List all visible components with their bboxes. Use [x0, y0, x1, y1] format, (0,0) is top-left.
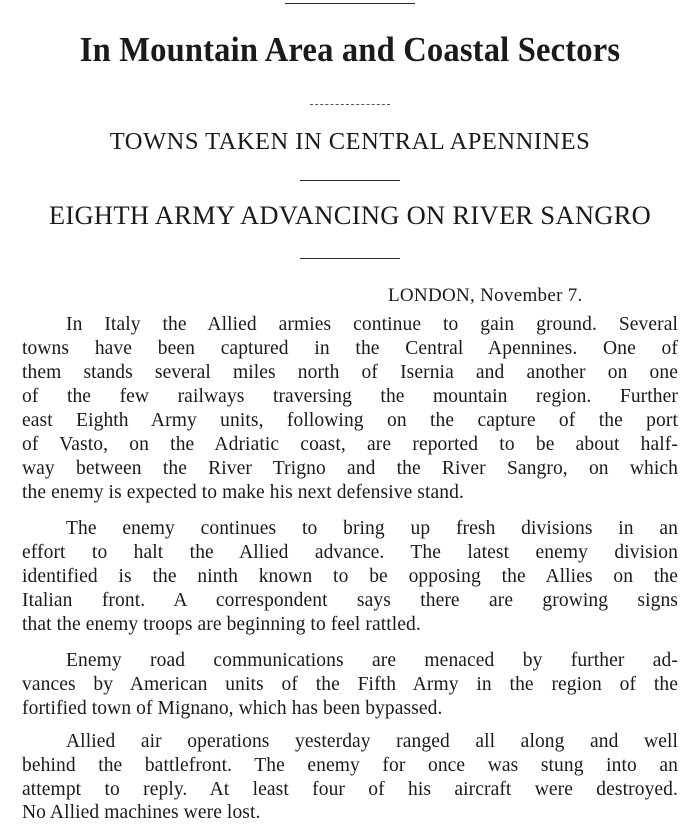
headline-separator-rule: [310, 104, 390, 105]
body-line: In Italy the Allied armies continue to gain ground. Several: [66, 314, 678, 335]
headline: In Mountain Area and Coastal Sectors: [79, 30, 621, 69]
top-rule: [285, 3, 415, 4]
body-line: of Vasto, on the Adriatic coast, are reported to be about half-: [22, 434, 678, 455]
subheadline-eighth-army: EIGHTH ARMY ADVANCING ON RIVER SANGRO: [48, 200, 652, 230]
dateline-separator-rule: [300, 258, 400, 259]
body-line: Italian front. A correspondent says there are growing signs: [22, 590, 678, 611]
subhead-separator-rule: [300, 180, 400, 181]
body-line: Allied air operations yesterday ranged all along and well: [66, 731, 678, 752]
body-line: vances by American units of the Fifth Army in the region of the: [22, 674, 678, 695]
body-line: No Allied machines were lost.: [22, 802, 261, 823]
body-line: The enemy continues to bring up fresh divisions in an: [66, 518, 678, 539]
dateline: LONDON, November 7.: [388, 285, 583, 306]
body-line: Enemy road communications are menaced by further ad-: [66, 650, 678, 671]
body-line: towns have been captured in the Central Apennines. One of: [22, 338, 678, 359]
body-line: the enemy is expected to make his next defensive stand.: [22, 482, 464, 503]
body-line: behind the battlefront. The enemy for once was stung into an: [22, 755, 678, 776]
body-line: identified is the ninth known to be opposing the Allies on the: [22, 566, 678, 587]
subheadline-towns-taken: TOWNS TAKEN IN CENTRAL APENNINES: [109, 128, 591, 155]
body-line: fortified town of Mignano, which has been bypassed.: [22, 698, 443, 719]
body-line: east Eighth Army units, following on the capture of the port: [22, 410, 678, 431]
body-line: that the enemy troops are beginning to feel rattled.: [22, 614, 421, 635]
body-line: way between the River Trigno and the River Sangro, on which: [22, 458, 678, 479]
body-line: of the few railways traversing the mountain region. Further: [22, 386, 678, 407]
body-line: attempt to reply. At least four of his aircraft were destroyed.: [22, 779, 678, 800]
body-line: them stands several miles north of Isernia and another on one: [22, 362, 678, 383]
body-line: effort to halt the Allied advance. The latest enemy division: [22, 542, 678, 563]
